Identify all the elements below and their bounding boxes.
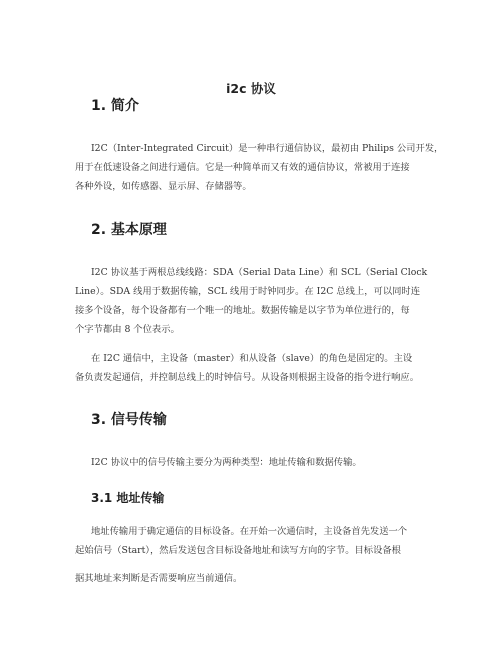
paragraph-line: 起始信号（Start），然后发送包含目标设备地址和读写方向的字节。目标设备根: [75, 545, 401, 556]
paragraph-line: 在 I2C 通信中，主设备（master）和从设备（slave）的角色是固定的。主设: [91, 353, 413, 364]
paragraph-line: I2C（Inter-Integrated Circuit）是一种串行通信协议，最初由 Philips 公司开发，: [91, 143, 444, 154]
paragraph-line: 接多个设备，每个设备都有一个唯一的地址。数据传输是以字节为单位进行的，每: [75, 305, 410, 316]
subsection-heading-address: 3.1 地址传输: [91, 491, 165, 505]
paragraph-line: I2C 协议基于两根总线线路：SDA（Serial Data Line）和 SCL（Serial Clock: [91, 267, 428, 278]
paragraph-line: 据其地址来判断是否需要响应当前通信。: [75, 573, 243, 584]
paragraph-line: 用于在低速设备之间进行通信。它是一种简单而又有效的通信协议，常被用于连接: [75, 162, 410, 173]
document-title: i2c 协议: [226, 81, 276, 96]
paragraph-line: Line）。SDA 线用于数据传输，SCL 线用于时钟同步。在 I2C 总线上，可以同时连: [75, 286, 421, 297]
paragraph-line: 各种外设，如传感器、显示屏、存储器等。: [75, 181, 252, 192]
section-heading-signal: 3. 信号传输: [91, 412, 167, 428]
section-heading-intro: 1. 简介: [91, 98, 139, 114]
section-heading-principle: 2. 基本原理: [91, 222, 167, 238]
paragraph-line: 地址传输用于确定通信的目标设备。在开始一次通信时，主设备首先发送一个: [91, 526, 408, 537]
paragraph-line: 备负责发起通信，并控制总线上的时钟信号。从设备则根据主设备的指令进行响应。: [75, 372, 419, 383]
paragraph-line: 个字节都由 8 个位表示。: [75, 324, 180, 335]
paragraph-line: I2C 协议中的信号传输主要分为两种类型：地址传输和数据传输。: [91, 457, 362, 468]
